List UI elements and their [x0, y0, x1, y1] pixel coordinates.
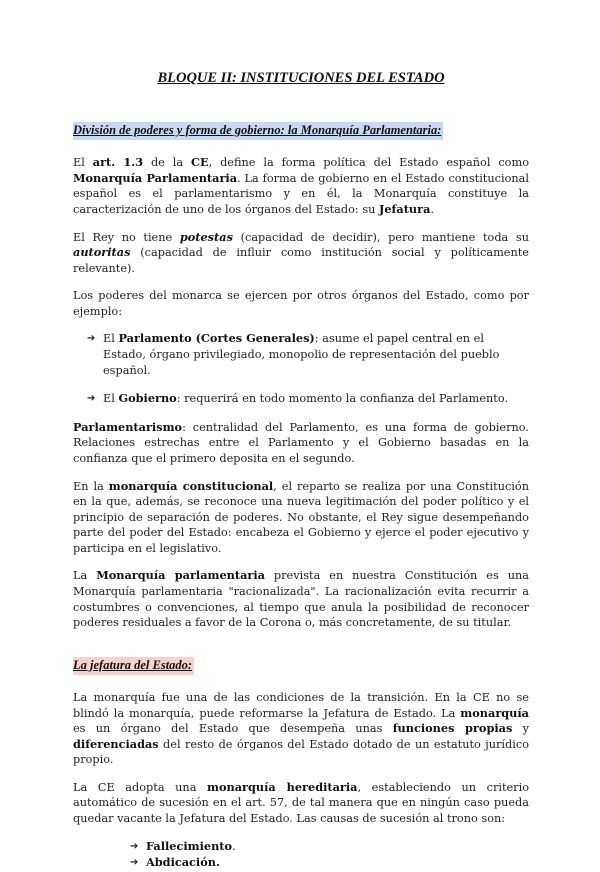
arrow-right-icon: ➔: [130, 840, 139, 852]
paragraph-rey-potestas: El Rey no tiene potestas (capacidad de decidir), pero mantiene toda su autoritas (capacidad de influir como institución social y políticamente relevante).: [73, 229, 529, 275]
paragraph-monarquia-parlamentaria: La Monarquía parlamentaria prevista en nuestra Constitución es una Monarquía parlamentaria "racionalizada". La racionalización evita recurrir a costumbres o convenciones, al tiempo que anula la posibilidad de reconocer poderes residuales a favor de la Corona o, más concretamente, de su titular.: [73, 568, 529, 630]
page-title: BLOQUE II: INSTITUCIONES DEL ESTADO: [157, 70, 445, 86]
arrow-right-icon: ➔: [87, 393, 96, 405]
list-item: ➔ Abdicación.: [130, 855, 220, 870]
paragraph-monarquia-hereditaria: La CE adopta una monarquía hereditaria, estableciendo un criterio automático de sucesión en el art. 57, de tal manera que en ningún caso pueda quedar vacante la Jefatura del Estado. Las causas de sucesión al trono son:: [73, 779, 529, 825]
paragraph-monarquia-constitucional: En la monarquía constitucional, el reparto se realiza por una Constitución en la que, además, se reconoce una nueva legitimación del poder político y el principio de separación de poderes. No obstante, el Rey sigue desempeñando parte del poder del Estado: encabeza el Gobierno y ejerce el poder ejecutivo y participa en el legislativo.: [73, 478, 529, 555]
list-item: ➔ El Parlamento (Cortes Generales): asume el papel central en el Estado, órgano privilegiado, monopolio de representación del pueblo español.: [87, 331, 500, 377]
paragraph-art-1-3: El art. 1.3 de la CE, define la forma política del Estado español como Monarquía Parlamentaria. La forma de gobierno en el Estado constitucional español es el parlamentarismo y en él, la Monarquía constituye la caracterización de uno de los órganos del Estado: su Jefatura.: [73, 155, 529, 216]
organos-list: [73, 331, 529, 406]
paragraph-poderes-monarca: Los poderes del monarca se ejercen por otros órganos del Estado, como por ejemplo:: [73, 289, 529, 318]
paragraph-parlamentarismo: Parlamentarismo: centralidad del Parlamento, es una forma de gobierno. Relaciones estrechas entre el Parlamento y el Gobierno basadas en la confianza que el primero deposita en el segundo.: [73, 419, 529, 465]
list-item: ➔ El Gobierno: requerirá en todo momento la confianza del Parlamento.: [87, 391, 509, 406]
section-heading-jefatura: La jefatura del Estado:: [73, 657, 194, 675]
paragraph-transicion: La monarquía fue una de las condiciones de la transición. En la CE no se blindó la monarquía, puede reformarse la Jefatura de Estado. La monarquía es un órgano del Estado que desempeña unas funciones propias y diferenciadas del resto de órganos del Estado dotado de un estatuto jurídico propio.: [73, 690, 529, 767]
arrow-right-icon: ➔: [87, 333, 96, 345]
sucesion-list: [73, 839, 529, 871]
section-heading-division: División de poderes y forma de gobierno: la Monarquía Parlamentaria:: [73, 122, 443, 140]
list-item: ➔ Fallecimiento.: [130, 838, 236, 853]
document-page: [73, 68, 529, 872]
arrow-right-icon: ➔: [130, 857, 139, 869]
